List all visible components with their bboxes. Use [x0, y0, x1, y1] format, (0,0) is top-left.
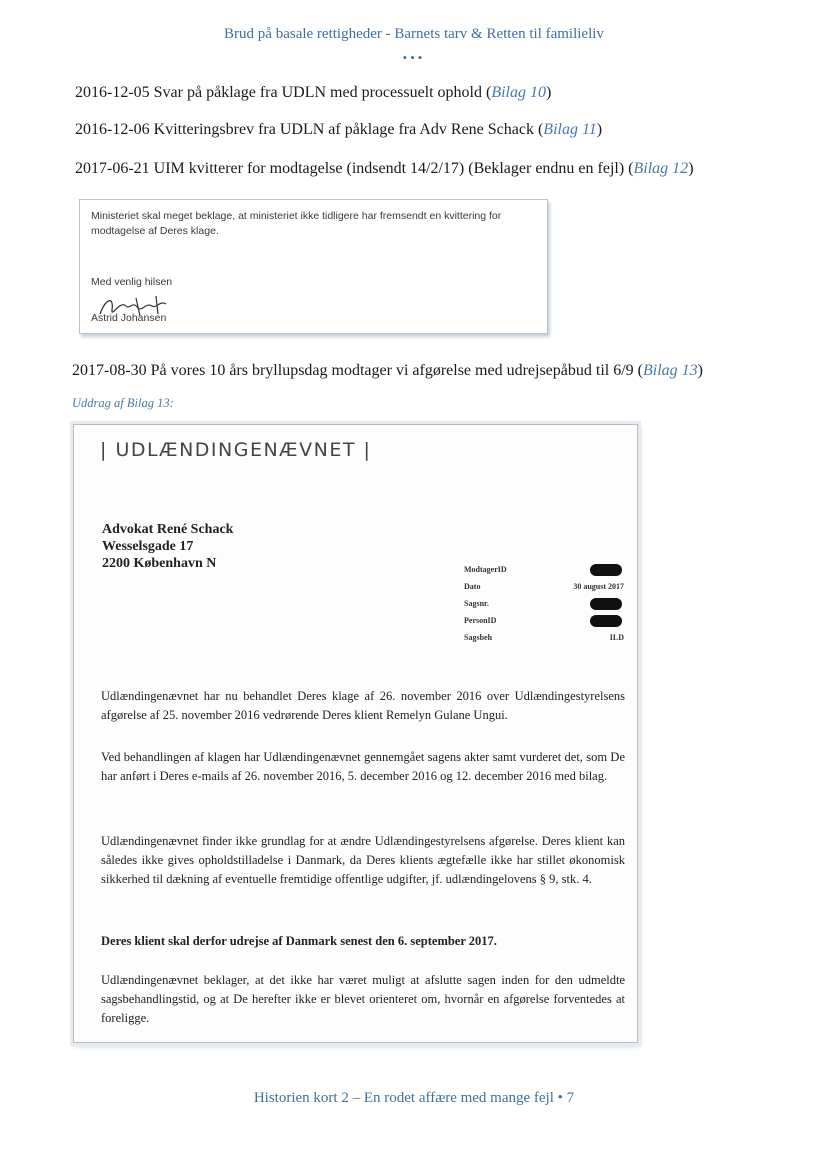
redaction-mark: [590, 615, 622, 627]
bilag-reference: Bilag 10: [491, 84, 546, 101]
meta-row: [464, 579, 624, 596]
ministry-receipt-excerpt: [79, 199, 548, 334]
bilag-reference: Bilag 12: [633, 160, 689, 177]
timeline-entry: [75, 160, 694, 178]
meta-row: [464, 630, 624, 647]
recipient-address: [102, 521, 233, 572]
entry-text: 2016-12-06 Kvitteringsbrev fra UDLN af påklage fra Adv Rene Schack (: [75, 121, 544, 138]
bilag-reference: Bilag 13: [642, 362, 698, 379]
address-line: Wesselsgade 17: [102, 539, 194, 554]
entry-close: ): [688, 160, 694, 177]
meta-label: Sagsbeh: [464, 633, 493, 642]
excerpt-caption: Uddrag af Bilag 13:: [72, 396, 174, 410]
entry-close: ): [596, 121, 603, 138]
meta-row: [464, 613, 624, 630]
decision-letter-scan: [73, 424, 638, 1043]
meta-value: ILD: [609, 633, 624, 642]
meta-row: [464, 596, 624, 613]
bilag-reference: Bilag 11: [543, 121, 597, 138]
timeline-entry: [72, 362, 703, 380]
running-header: Brud på basale rettigheder - Barnets tarv & Retten til familieliv: [224, 26, 604, 42]
meta-label: Sagsnr.: [464, 599, 489, 608]
redaction-mark: [590, 564, 622, 576]
signature-name: Astrid Johansen: [91, 312, 167, 324]
entry-text: 2016-12-05 Svar på påklage fra UDLN med processuelt ophold (: [75, 84, 492, 101]
meta-label: ModtagerID: [464, 565, 507, 574]
address-line: 2200 København N: [102, 556, 217, 571]
agency-logo: | UDLÆNDINGENÆVNET |: [100, 439, 372, 461]
entry-text: 2017-06-21 UIM kvitterer for modtagelse (indsendt 14/2/17) (Beklager endnu en fejl) (: [75, 160, 634, 177]
letter-paragraph: Deres klient skal derfor udrejse af Danmark senest den 6. september 2017.: [101, 934, 497, 948]
entry-text: 2017-08-30 På vores 10 års bryllupsdag modtager vi afgørelse med udrejsepåbud til 6/9 (: [72, 362, 643, 379]
redaction-mark: [590, 598, 622, 610]
excerpt-message: Ministeriet skal meget beklage, at ministeriet ikke tidligere har fremsendt en kvittering for modtagelse af Deres klage.: [91, 210, 502, 237]
meta-row: [464, 562, 624, 579]
meta-label: PersonID: [464, 616, 497, 625]
letter-paragraph: Udlændingenævnet beklager, at det ikke har været muligt at afslutte sagen inden for den udmeldte sagsbehandlingstid, og at De herefter ikke er blevet orienteret om, hvornår en afgørelse forventedes at foreligge.: [101, 973, 625, 1025]
letter-paragraph: Ved behandlingen af klagen har Udlændingenævnet gennemgået sagens akter samt vurderet det, som De har anført i Deres e-mails af 26. november 2016, 5. december 2016 og 12. december 2016 med bilag.: [101, 750, 625, 783]
letter-paragraph: Udlændingenævnet har nu behandlet Deres klage af 26. november 2016 over Udlændingestyrelsens afgørelse af 25. november 2016 vedrørende Deres klient Remelyn Gulane Ungui.: [101, 689, 625, 722]
meta-value: 30 august 2017: [573, 582, 624, 591]
header-dots: •••: [402, 50, 426, 65]
case-metadata: [464, 562, 624, 647]
meta-label: Dato: [464, 582, 481, 591]
timeline-entry: [75, 121, 602, 139]
letter-paragraph: Udlændingenævnet finder ikke grundlag for at ændre Udlændingestyrelsens afgørelse. Deres klient kan således ikke gives opholdstilladelse i Danmark, da Deres klients ægtefælle ikke har stillet økonomisk sikkerhed til dækning af eventuelle fremtidige offentlige udgifter, jf. udlændingelovens § 9, stk. 4.: [101, 834, 625, 886]
entry-close: ): [697, 362, 703, 379]
address-line: Advokat René Schack: [102, 522, 234, 537]
page-footer: Historien kort 2 – En rodet affære med mange fejl • 7: [253, 1090, 575, 1106]
timeline-entry: [75, 84, 551, 102]
entry-close: ): [546, 84, 552, 101]
excerpt-closing: Med venlig hilsen: [91, 276, 173, 288]
